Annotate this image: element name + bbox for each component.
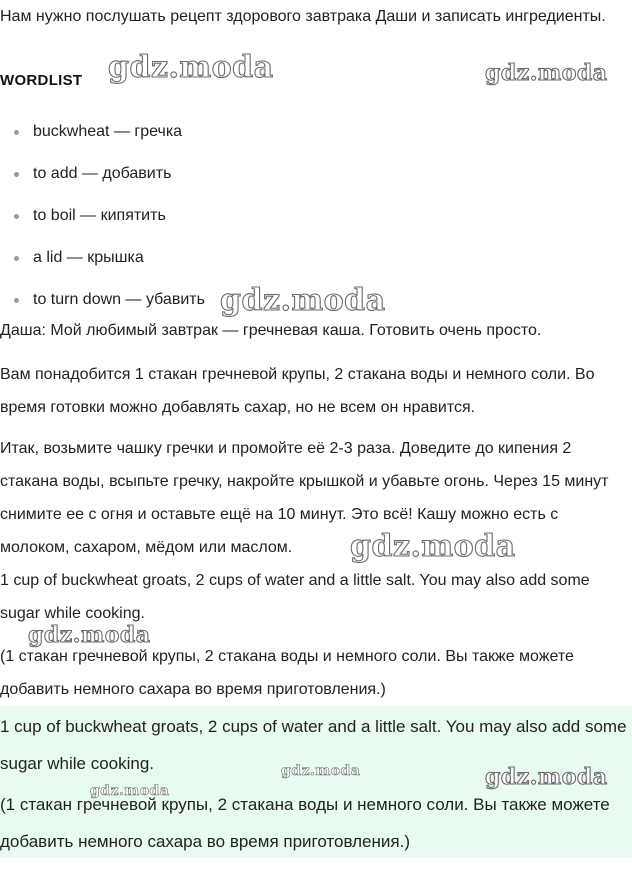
wordlist-item — [14, 196, 205, 238]
wordlist-item-text: a lid — крышка — [33, 249, 144, 266]
bullet-icon — [14, 214, 19, 219]
wordlist-item-text: to add — добавить — [33, 165, 172, 182]
wordlist-item-text: to turn down — убавить — [33, 291, 205, 308]
answer-russian: (1 стакан гречневой крупы, 2 стакана воды и немного соли. Вы также можете добавить немного сахара во время приготовления.) — [0, 648, 574, 698]
bullet-icon — [14, 172, 19, 177]
highlighted-answer-russian: (1 стакан гречневой крупы, 2 стакана воды и немного соли. Вы также можете добавить немного сахара во время приготовления.) — [0, 795, 610, 851]
watermark: gdz.moda — [281, 763, 361, 779]
watermark: gdz.moda — [108, 50, 274, 85]
dasha-paragraph: Даша: Мой любимый завтрак — гречневая каша. Готовить очень просто. — [0, 322, 542, 339]
wordlist — [14, 112, 205, 322]
bullet-icon — [14, 130, 19, 135]
watermark: gdz.moda — [485, 60, 608, 86]
wordlist-item-text: to boil — кипятить — [33, 207, 166, 224]
watermark: gdz.moda — [28, 622, 151, 648]
wordlist-item — [14, 238, 205, 280]
bullet-icon — [14, 298, 19, 303]
watermark: gdz.moda — [485, 764, 608, 790]
recipe-paragraph: Итак, возьмите чашку гречки и промойте её 2-3 раза. Доведите до кипения 2 стакана воды, всыпьте гречку, накройте крышкой и убавьте огонь. Через 15 минут снимите ее с огня и оставьте ещё на 10 минут. Это всё! Кашу можно есть с молоком, сахаром, мёдом или маслом. — [0, 440, 609, 556]
watermark: gdz.moda — [350, 529, 516, 564]
bullet-icon — [14, 256, 19, 261]
wordlist-item — [14, 112, 205, 154]
answer-english: 1 cup of buckwheat groats, 2 cups of water and a little salt. You may also add some sugar while cooking. — [0, 572, 590, 622]
wordlist-title: WORDLIST — [0, 72, 83, 89]
wordlist-item-text: buckwheat — гречка — [33, 123, 183, 140]
wordlist-item — [14, 154, 205, 196]
watermark: gdz.moda — [220, 283, 386, 318]
intro-text: Нам нужно послушать рецепт здорового завтрака Даши и записать ингредиенты. — [0, 8, 606, 25]
watermark: gdz.moda — [90, 783, 170, 799]
ingredients-paragraph: Вам понадобится 1 стакан гречневой крупы, 2 стакана воды и немного соли. Во время готовки можно добавлять сахар, но не всем он нравится. — [0, 366, 595, 416]
highlighted-answer-english: 1 cup of buckwheat groats, 2 cups of water and a little salt. You may also add some sugar while cooking. — [0, 717, 627, 773]
